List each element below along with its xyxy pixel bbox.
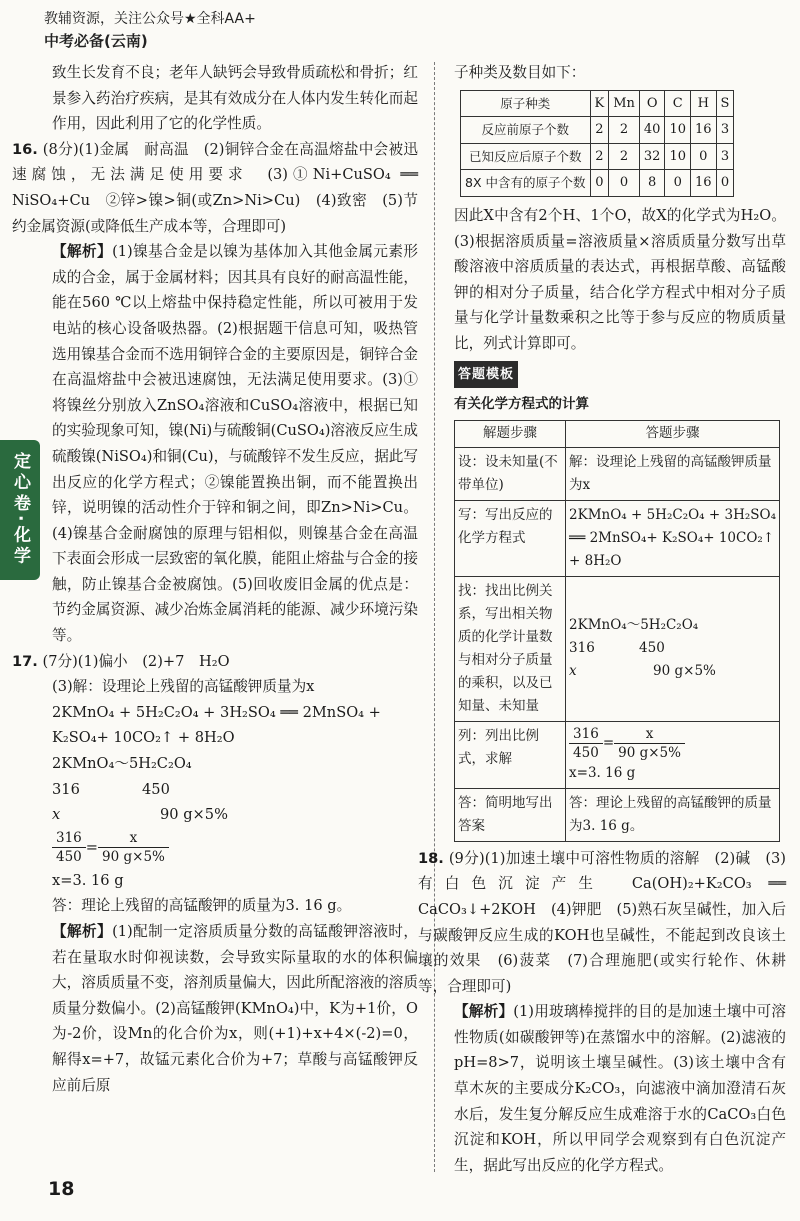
analysis-tag: 【解析】: [52, 923, 113, 940]
paragraph: 致生长发育不良；老年人缺钙会导致骨质疏松和骨折；红景参入药治疗疾病，是其有效成分在人体内发生转化而起作用，因此利用了它的化学性质。: [52, 64, 418, 133]
step-name: 列：列出比例式，求解: [455, 721, 566, 788]
step-content: $\frac{316}{450}$ = $\frac{x}{90 g\times 5\%}$ x=3. 16 g: [566, 721, 780, 788]
column-divider: [434, 62, 435, 1172]
side-tab: 定心卷·化学: [0, 440, 40, 580]
step-content: 2KMnO₄～5H₂C₂O₄ 316 450 x 90 g×5%: [566, 576, 780, 721]
book-title: 中考必备(云南): [44, 32, 148, 50]
step-name: 找：找出比例关系，写出相关物质的化学计量数与相对分子质量的乘积，以及已知量、未知量: [455, 576, 566, 721]
paragraph: 因此X中含有2个H、1个O，故X的化学式为H₂O。(3)根据溶质质量=溶液质量×溶质质量分数写出草酸溶液中溶质质量的表达式，再根据草酸、高锰酸钾的相对分子质量，结合化学方程式中相对分子质量与化学计量数乘积之比等于参与反应的物质质量比，列式计算即可。: [454, 206, 786, 352]
right-column: [418, 60, 786, 1178]
step-content: 解：设理论上残留的高锰酸钾质量为x: [566, 447, 780, 500]
template-table: [454, 420, 780, 842]
ratio-row: [52, 777, 418, 803]
table-row: [455, 788, 780, 841]
template-badge: 答题模板: [454, 361, 518, 389]
fraction: $\frac{x}{90 g\times 5\%}$: [614, 725, 685, 762]
ratio-value: 450: [142, 780, 170, 798]
answer-line: 答：理论上残留的高锰酸钾的质量为3. 16 g。: [52, 897, 352, 915]
step-content: 2KMnO₄ + 5H₂C₂O₄ + 3H₂SO₄ ══ 2MnSO₄+ K₂SO₄+ 10CO₂↑ + 8H₂O: [566, 500, 780, 576]
analysis-text: (1)镍基合金是以镍为基体加入其他金属元素形成的合金，属于金属材料；因其具有良好的耐高温性能，能在560 ℃以上熔盐中保持稳定性能，所以可被用于发电站的核心设备吸热器。(2)根据题干信息可知，吸热管选用镍基合金而不选用铜锌合金的主要原因是，铜锌合金在高温熔盐中会被迅速腐蚀，无法满足使用要求。(3)①将镍丝分别放入ZnSO₄溶液和CuSO₄溶液中，根据已知的实验现象可知，镍(Ni)与硫酸铜(CuSO₄)溶液反应生成硫酸镍(NiSO₄)和铜(Cu)，与硫酸锌不发生反应，据此写出反应的化学方程式；②镍能置换出铜，而不能置换出锌，说明镍的活动性介于锌和铜之间，即Zn>Ni>Cu。(4)镍基合金耐腐蚀的原理与铝相似，则镍基合金在高温下表面会形成一层致密的氧化膜，能阻止熔盐与合金的接触，防止镍基合金被腐蚀。(5)回收废旧金属的优点是：节约金属资源、减少冶炼金属消耗的能源、减少环境污染等。: [52, 243, 418, 645]
table-header-row: 解题步骤 答题步骤: [455, 420, 780, 447]
table-row: 反应前原子个数 2 2 40 10 16 3: [461, 117, 734, 144]
fraction: $\frac{x}{90 g\times 5\%}$: [98, 829, 169, 866]
ratio-value: 316: [52, 780, 80, 798]
equation-line: K₂SO₄+ 10CO₂↑ + 8H₂O: [52, 729, 235, 747]
step-name: 设：设未知量(不带单位): [455, 447, 566, 500]
fraction: $\frac{316}{450}$: [569, 725, 603, 762]
answer-text: (7分)(1)偏小 (2)+7 H₂O: [42, 652, 230, 670]
fraction: $\frac{316}{450}$: [52, 829, 86, 866]
analysis-tag: 【解析】: [454, 1003, 514, 1021]
atom-count-table: [460, 90, 734, 197]
table-row: 已知反应后原子个数 2 2 32 10 0 3: [461, 143, 734, 170]
table-row: [455, 447, 780, 500]
analysis-18: [454, 999, 786, 1178]
question-17: [12, 649, 418, 675]
page-number: 18: [48, 1178, 75, 1200]
step-content: 答：理论上残留的高锰酸钾的质量为3. 16 g。: [566, 788, 780, 841]
analysis-17: [52, 919, 418, 1098]
question-number: 18.: [418, 849, 444, 867]
analysis-text: (1)用玻璃棒搅拌的目的是加速土壤中可溶性物质(如碳酸钾等)在蒸馏水中的溶解。(2)滤液的pH=8>7，说明该土壤呈碱性。(3)该土壤中含有草木灰的主要成分K₂CO₃，向滤液中滴加澄清石灰水后，发生复分解反应生成难溶于水的CaCO₃白色沉淀和KOH，所以甲同学会观察到有白色沉淀产生，据此写出反应的化学方程式。: [454, 1003, 786, 1174]
header-source-line: 教辅资源，关注公众号★全科AA+: [44, 11, 256, 27]
table-header-row: 原子种类 K Mn O C H S: [461, 90, 734, 117]
solution-line: (3)解：设理论上残留的高锰酸钾质量为x: [52, 678, 315, 696]
ratio-value: 90 g×5%: [160, 806, 228, 824]
analysis-text: (1)配制一定溶质质量分数的高锰酸钾溶液时，若在量取水时仰视读数，会导致实际量取的水的体积偏大，溶质质量不变，溶剂质量偏大，因此所配溶液的溶质质量分数偏小。(2)高锰酸钾(KMnO₄)中，K为+1价，O为-2价，设Mn的化合价为x，则(+1)+x+4×(-2)=0，解得x=+7，故锰元素化合价为+7；草酸与高锰酸钾反应前后原: [52, 923, 418, 1094]
table-row: [455, 500, 780, 576]
ratio-value: x: [52, 806, 61, 824]
question-18: [418, 846, 786, 1000]
question-16: [12, 137, 418, 239]
analysis-16: [52, 239, 418, 649]
table-row: [455, 576, 780, 721]
template-title: 有关化学方程式的计算: [454, 396, 589, 413]
relation-line: 2KMnO₄～5H₂C₂O₄: [52, 755, 192, 773]
ratio-row: [52, 802, 418, 828]
table-row: 8X 中含有的原子个数 0 0 8 0 16 0: [461, 170, 734, 197]
proportion: $\frac{316}{450}$ = $\frac{x}{90 g\times 5\%}$: [52, 828, 418, 868]
question-number: 17.: [12, 652, 38, 670]
step-name: 答：简明地写出答案: [455, 788, 566, 841]
step-name: 写：写出反应的化学方程式: [455, 500, 566, 576]
result-line: x=3. 16 g: [52, 871, 124, 889]
answer-text: (9分)(1)加速土壤中可溶性物质的溶解 (2)碱 (3)有白色沉淀产生 Ca(OH)₂+K₂CO₃ ══ CaCO₃↓+2KOH (4)钾肥 (5)熟石灰呈碱性，加入后与碳酸钾反应生成的KOH也呈碱性，不能起到改良该土壤的效果 (6)菠菜 (7)合理施肥(或实行轮作、休耕等，合理即可): [418, 849, 786, 995]
equation-line: 2KMnO₄ + 5H₂C₂O₄ + 3H₂SO₄ ══ 2MnSO₄ +: [52, 703, 381, 721]
answer-text: (8分)(1)金属 耐高温 (2)铜锌合金在高温熔盐中会被迅速腐蚀，无法满足使用要求 (3)①Ni+CuSO₄ ══ NiSO₄+Cu ②锌>镍>铜(或Zn>Ni>Cu) (4)致密 (5)节约金属资源(或降低生产成本等，合理即可): [12, 140, 418, 235]
question-number: 16.: [12, 140, 38, 158]
analysis-tag: 【解析】: [52, 243, 113, 261]
paragraph: 子种类及数目如下：: [454, 64, 586, 81]
table-row: [455, 721, 780, 788]
